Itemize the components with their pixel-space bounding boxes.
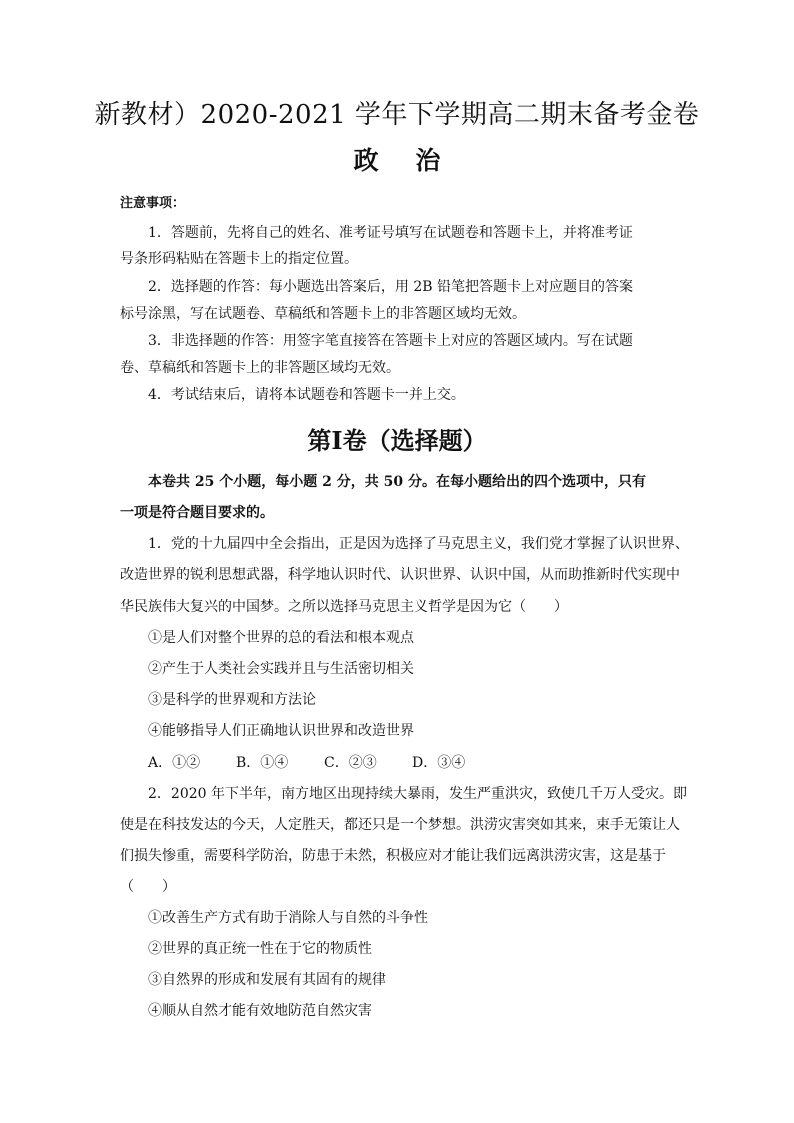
- question-1-item: ④能够指导人们正确地认识世界和改造世界: [148, 723, 414, 739]
- notice-heading: 注意事项：: [120, 196, 186, 211]
- notice-line: 4．考试结束后，请将本试题卷和答题卡一并上交。: [148, 387, 465, 403]
- question-1-stem: 华民族伟大复兴的中国梦。之所以选择马克思主义哲学是因为它（ ）: [120, 599, 568, 615]
- subject-title: 政 治: [353, 146, 455, 175]
- notice-line: 1．答题前，先将自己的姓名、准考证号填写在试题卷和答题卡上，并将准考证: [148, 225, 633, 241]
- option-d: D．③④: [412, 755, 466, 771]
- question-1-item: ①是人们对整个世界的总的看法和根本观点: [148, 630, 414, 646]
- question-2-stem: 们损失惨重，需要科学防治，防患于未然，积极应对才能让我们远离洪涝灾害，这是基于: [120, 848, 666, 864]
- notice-line: 号条形码粘贴在答题卡上的指定位置。: [120, 251, 358, 267]
- option-a: A．①②: [148, 755, 201, 771]
- exam-title: 新教材）2020-2021 学年下学期高二期末备考金卷: [94, 100, 700, 130]
- part1-instruction: 一项是符合题目要求的。: [120, 505, 274, 521]
- question-1-stem: 1．党的十九届四中全会指出，正是因为选择了马克思主义，我们党才掌握了认识世界、: [148, 536, 689, 552]
- option-c: C．②③: [324, 755, 377, 771]
- part1-title: 第Ⅰ卷（选择题）: [307, 426, 487, 455]
- question-2-stem: 2．2020 年下半年，南方地区出现持续大暴雨，发生严重洪灾，致使几千万人受灾。即: [148, 786, 687, 802]
- question-2-item: ①改善生产方式有助于消除人与自然的斗争性: [148, 910, 428, 926]
- question-2-item: ④顺从自然才能有效地防范自然灾害: [148, 1003, 372, 1019]
- question-1-options: [148, 753, 500, 773]
- question-2-item: ③自然界的形成和发展有其固有的规律: [148, 972, 386, 988]
- notice-line: 卷、草稿纸和答题卡上的非答题区域均无效。: [120, 360, 400, 376]
- question-1-item: ③是科学的世界观和方法论: [148, 692, 316, 708]
- question-2-stem: （ ）: [120, 879, 176, 895]
- question-1-item: ②产生于人类社会实践并且与生活密切相关: [148, 661, 414, 677]
- notice-line: 标号涂黑，写在试题卷、草稿纸和答题卡上的非答题区域均无效。: [120, 306, 526, 322]
- option-b: B．①④: [236, 755, 289, 771]
- part1-instruction: 本卷共 25 个小题，每小题 2 分，共 50 分。在每小题给出的四个选项中，只有: [148, 474, 646, 490]
- notice-line: 2．选择题的作答：每小题选出答案后，用 2B 铅笔把答题卡上对应题目的答案: [148, 279, 634, 295]
- question-1-stem: 改造世界的锐利思想武器，科学地认识时代、认识世界、认识中国，从而助推新时代实现中: [120, 567, 680, 583]
- question-2-item: ②世界的真正统一性在于它的物质性: [148, 941, 372, 957]
- question-2-stem: 使是在科技发达的今天，人定胜天，都还只是一个梦想。洪涝灾害突如其来，束手无策让人: [120, 817, 680, 833]
- notice-line: 3．非选择题的作答：用签字笔直接答在答题卡上对应的答题区域内。写在试题: [148, 333, 633, 349]
